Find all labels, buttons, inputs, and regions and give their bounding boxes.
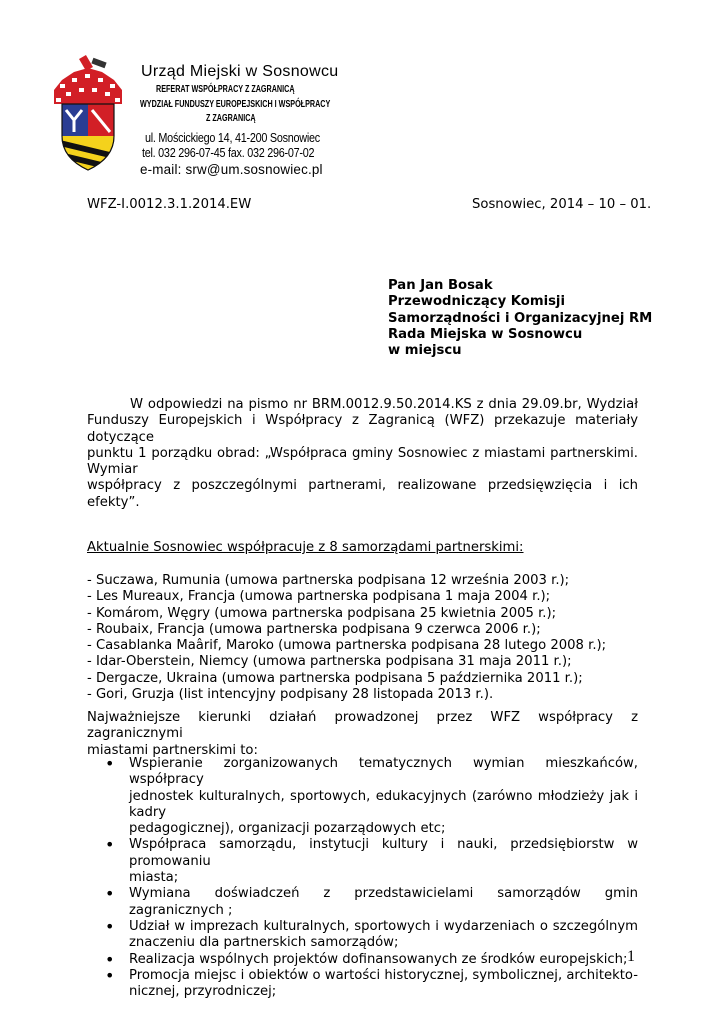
intro-paragraph [87,397,638,511]
phone-fax: tel. 032 296-07-45 fax. 032 296-07-02 [142,146,315,160]
intro-line: W odpowiedzi na pismo nr BRM.0012.9.50.2014.KS z dnia 29.09.br, Wydział [130,397,638,412]
list-item [105,756,638,837]
bullet-line: miasta; [129,870,179,886]
department-line-3: Z ZAGRANICĄ [206,113,256,124]
directions-heading [87,710,638,759]
directions-list [105,756,638,1000]
bullet-line: • Promocja miejsc i obiektów o wartości historycznej, symbolicznej, architekto- [129,967,638,983]
list-item: - Komárom, Węgry (umowa partnerska podpisana 25 kwietnia 2005 r.); [87,605,557,621]
bullet-line: • Współpraca samorządu, instytucji kultury i nauki, przedsiębiorstw w promowaniu [129,837,638,869]
list-item [105,968,638,1001]
bullet-line: znaczeniu dla partnerskich samorządów; [129,935,399,951]
partners-heading: Aktualnie Sosnowiec współpracuje z 8 samorządami partnerskimi: [87,540,524,555]
list-item: - Gori, Gruzja (list intencyjny podpisany 28 listopada 2013 r.). [87,687,494,703]
list-item: - Casablanka Maârif, Maroko (umowa partnerska podpisana 28 lutego 2008 r.); [87,638,607,654]
directions-line: miastami partnerskimi to: [87,742,258,758]
intro-line: punktu 1 porządku obrad: „Współpraca gminy Sosnowiec z miastami partnerskimi. Wymiar [87,445,638,478]
recipient-block [388,278,652,359]
list-item: - Dergacze, Ukraina (umowa partnerska podpisana 5 października 2011 r.); [87,670,583,686]
bullet-line: pedagogicznej), organizacji pozarządowych etc; [129,821,446,837]
list-item [105,886,638,919]
department-line-2: WYDZIAŁ FUNDUSZY EUROPEJSKICH I WSPÓŁPRACY [140,99,331,110]
recipient-line: w miejscu [388,343,462,359]
bullet-line: • Udział w imprezach kulturalnych, sportowych i wydarzeniach o szczególnym [129,918,638,934]
bullet-line: nicznej, przyrodniczej; [129,984,277,1000]
bullet-line: • Realizacja wspólnych projektów dofinansowanych ze środków europejskich; [129,951,628,967]
place-and-date: Sosnowiec, 2014 – 10 – 01. [472,197,652,212]
intro-line: współpracy z poszczególnymi partnerami, realizowane przedsięwzięcia i ich efekty”. [87,478,638,510]
list-item: - Idar-Oberstein, Niemcy (umowa partnerska podpisana 31 maja 2011 r.); [87,654,572,670]
list-item: - Les Mureaux, Francja (umowa partnerska podpisana 1 maja 2004 r.); [87,589,551,605]
email: e-mail: srw@um.sosnowiec.pl [140,162,323,177]
bullet-line: jednostek kulturalnych, sportowych, edukacyjnych (zarówno młodzieży jak i kadry [129,788,638,820]
address: ul. Mościckiego 14, 41-200 Sosnowiec [145,131,320,145]
recipient-line: Samorządności i Organizacyjnej RM [388,310,653,326]
bullet-line: • Wspieranie zorganizowanych tematycznych wymian mieszkańców, współpracy [129,756,638,788]
list-item [105,952,638,968]
partners-list [87,573,606,703]
directions-line: Najważniejsze kierunki działań prowadzonej przez WFZ współpracy z zagranicznymi [87,710,638,742]
city-coat-of-arms [52,54,124,172]
list-item: - Suczawa, Rumunia (umowa partnerska podpisana 12 września 2003 r.); [87,573,570,588]
department-line-1: REFERAT WSPÓŁPRACY Z ZAGRANICĄ [156,84,295,95]
page-number: 1 [627,948,635,965]
list-item [105,837,638,886]
list-item [105,919,638,952]
intro-line: Funduszy Europejskich i Współpracy z Zagranicą (WFZ) przekazuje materiały dotyczące [87,413,638,445]
list-item: - Roubaix, Francja (umowa partnerska podpisana 9 czerwca 2006 r.); [87,621,541,637]
recipient-line: Przewodniczący Komisji [388,294,565,310]
recipient-line: Rada Miejska w Sosnowcu [388,326,583,342]
office-name: Urząd Miejski w Sosnowcu [141,63,339,80]
reference-number: WFZ-I.0012.3.1.2014.EW [87,197,252,212]
bullet-line: • Wymiana doświadczeń z przedstawicielami samorządów gmin zagranicznych ; [129,886,638,918]
recipient-line: Pan Jan Bosak [388,278,493,293]
